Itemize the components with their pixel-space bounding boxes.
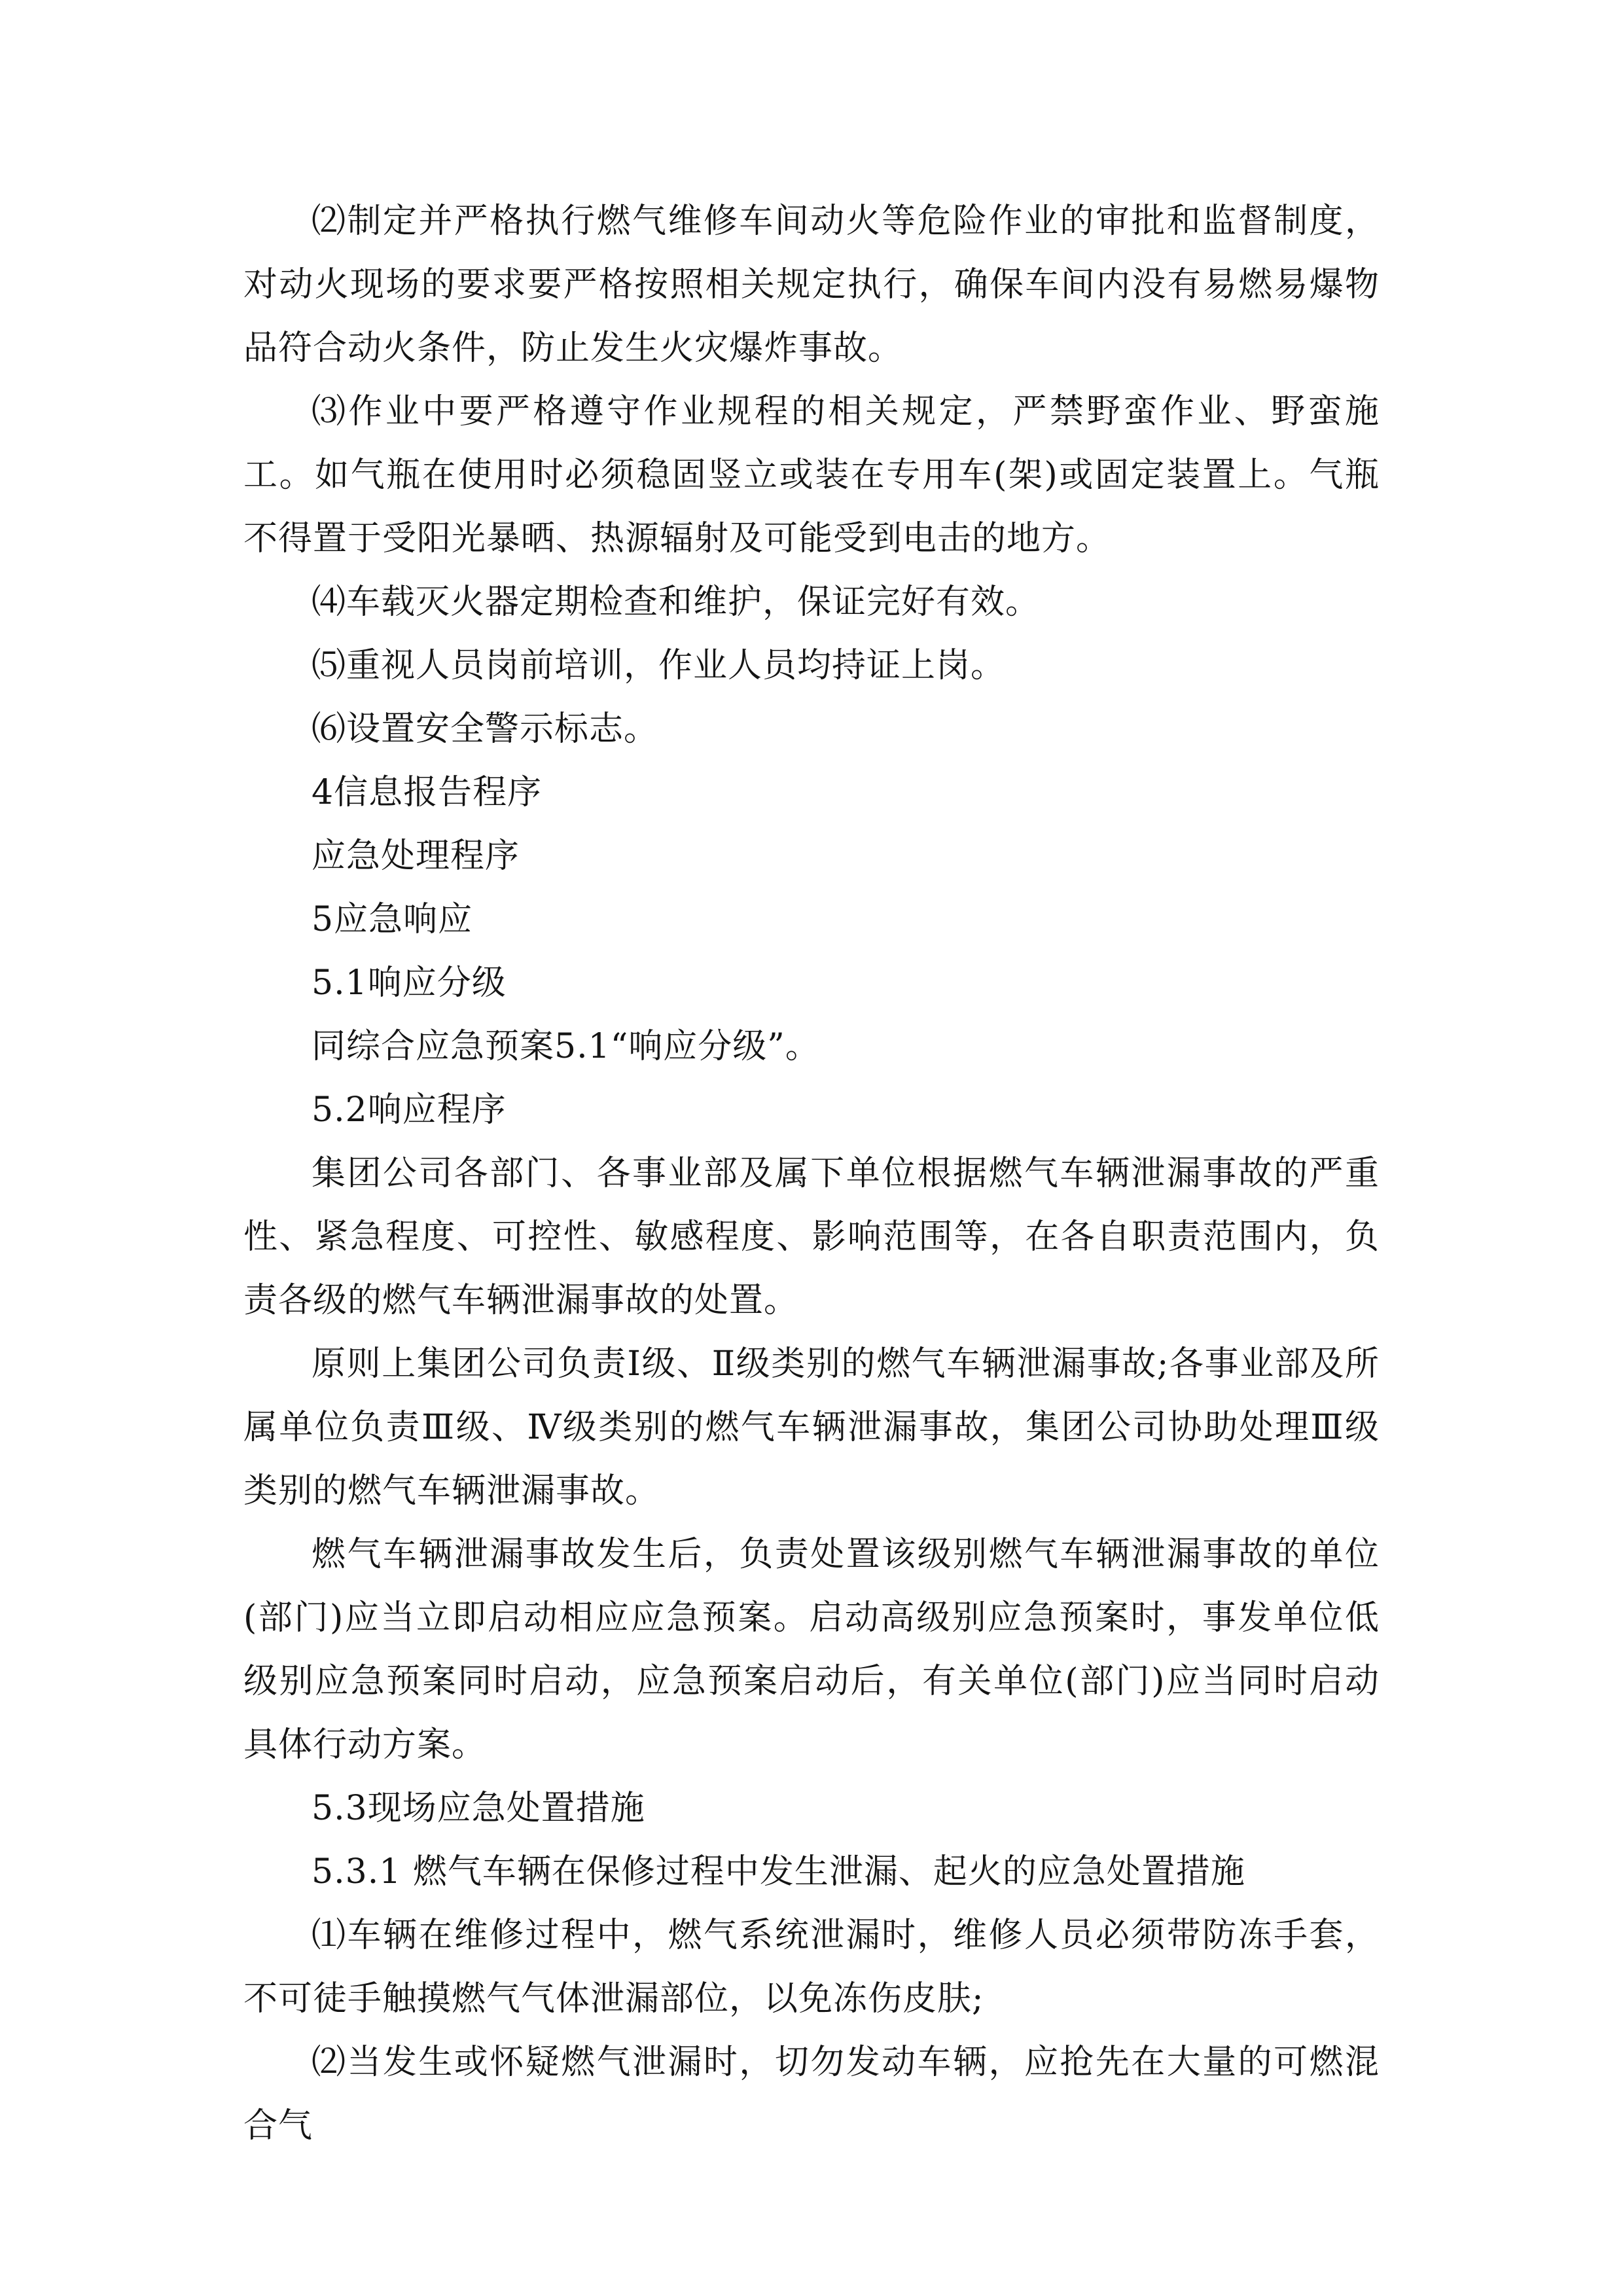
heading-5-1-response-levels: 5.1响应分级 (312, 963, 507, 1003)
heading-4-reporting: 4信息报告程序 (312, 773, 543, 812)
document-body (243, 190, 1380, 2158)
paragraph-1-frostbite: ⑴车辆在维修过程中，燃气系统泄漏时，维修人员必须带防冻手套，不可徒手触摸燃气气体泄漏部位，以免冻伤皮肤; (243, 1916, 1380, 2018)
paragraph-5-1-reference: 同综合应急预案5.1“响应分级”。 (312, 1027, 820, 1066)
heading-5-emergency-response: 5应急响应 (312, 900, 473, 939)
paragraph-5-training: ⑸重视人员岗前培训，作业人员均持证上岗。 (312, 646, 1006, 685)
paragraph-5-2-levels: 原则上集团公司负责Ⅰ级、Ⅱ级类别的燃气车辆泄漏事故;各事业部及所属单位负责Ⅲ级、Ⅳ级类别的燃气车辆泄漏事故，集团公司协助处理Ⅲ级类别的燃气车辆泄漏事故。 (243, 1344, 1380, 1511)
paragraph-6-warning-signs: ⑹设置安全警示标志。 (312, 709, 659, 749)
paragraph-2-suspected-leak: ⑵当发生或怀疑燃气泄漏时，切勿发动车辆，应抢先在大量的可燃混合气 (243, 2043, 1380, 2145)
paragraph-3-operating-rules: ⑶作业中要严格遵守作业规程的相关规定，严禁野蛮作业、野蛮施工。如气瓶在使用时必须稳固竖立或装在专用车(架)或固定装置上。气瓶不得置于受阳光暴晒、热源辐射及可能受到电击的地方。 (243, 392, 1380, 558)
heading-5-3-1-maintenance-leak: 5.3.1 燃气车辆在保修过程中发生泄漏、起火的应急处置措施 (312, 1852, 1245, 1892)
paragraph-5-2-departments: 集团公司各部门、各事业部及属下单位根据燃气车辆泄漏事故的严重性、紧急程度、可控性、敏感程度、影响范围等，在各自职责范围内，负责各级的燃气车辆泄漏事故的处置。 (243, 1154, 1380, 1320)
heading-5-3-onsite-measures: 5.3现场应急处置措施 (312, 1789, 645, 1828)
paragraph-2-hot-work: ⑵制定并严格执行燃气维修车间动火等危险作业的审批和监督制度，对动火现场的要求要严格按照相关规定执行，确保车间内没有易燃易爆物品符合动火条件，防止发生火灾爆炸事故。 (243, 202, 1380, 368)
heading-5-2-response-procedure: 5.2响应程序 (312, 1090, 507, 1130)
heading-handling-procedure: 应急处理程序 (312, 836, 520, 876)
paragraph-5-2-activation: 燃气车辆泄漏事故发生后，负责处置该级别燃气车辆泄漏事故的单位(部门)应当立即启动相应应急预案。启动高级别应急预案时，事发单位低级别应急预案同时启动，应急预案启动后，有关单位(部门)应当同时启动具体行动方案。 (243, 1535, 1380, 1765)
paragraph-4-extinguisher: ⑷车载灭火器定期检查和维护，保证完好有效。 (312, 583, 1041, 622)
